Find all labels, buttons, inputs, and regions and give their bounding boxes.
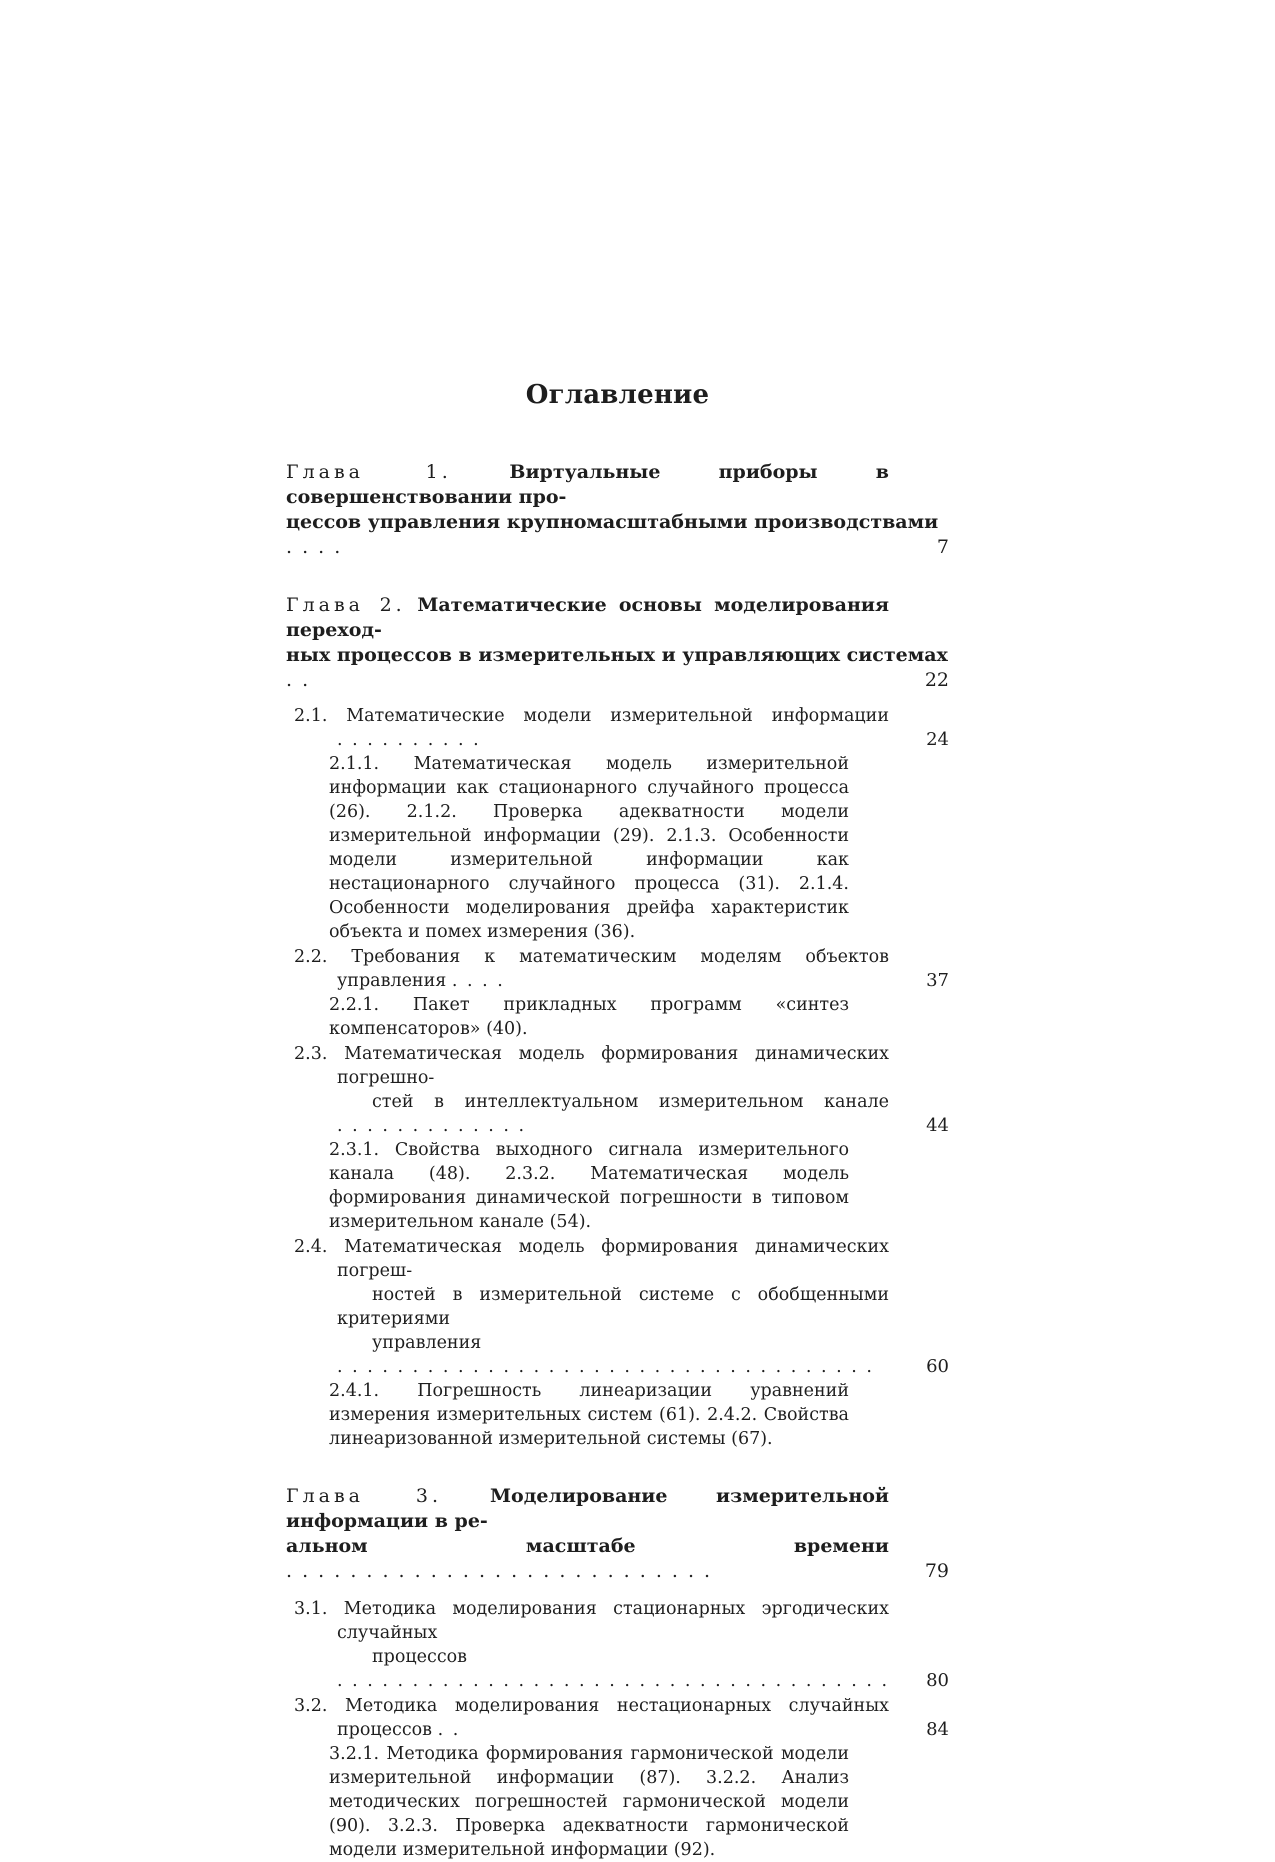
section-number: 2.1. (294, 706, 328, 726)
page-number: 24 (926, 729, 949, 750)
subsection-list: 2.2.1. Пакет прикладных программ «синтез компенсаторов» (40). (329, 995, 849, 1039)
toc-section-3-1[interactable] (286, 1597, 949, 1693)
chapter-title-line-1: Математические основы моделирования переход- (286, 594, 890, 641)
table-of-contents (286, 460, 949, 1862)
page-number: 60 (926, 1356, 949, 1377)
toc-chapter-1[interactable] (286, 460, 949, 560)
page-number: 37 (926, 970, 949, 991)
subsection-list: 2.1.1. Математическая модель измерительной информации как стационарного случайного процесса (26). 2.1.2. Проверка адекватности модели измерительной информации (29). 2.1.3. Особенности модели измерительной информации как нестационарного случайного процесса (31). 2.1.4. Особенности моделирования дрейфа характеристик объекта и помех измерения (36). (329, 754, 849, 942)
page-title: Оглавление (525, 380, 710, 410)
section-title-line-2: процессов (372, 1647, 468, 1667)
section-title-line-1: Математическая модель формирования динамических погрешно- (337, 1044, 889, 1088)
section-title: Методика моделирования нестационарных случайных процессов (337, 1696, 889, 1740)
section-title-line-1: Методика моделирования стационарных эргодических случайных (337, 1599, 889, 1643)
section-number: 3.2. (294, 1696, 328, 1716)
dot-leader: . . . . (286, 536, 343, 558)
section-title-line-3: управления (372, 1333, 482, 1353)
dot-leader: . . . . . . . . . . (337, 730, 481, 750)
chapter-label: Глава 3. (286, 1485, 443, 1507)
section-number: 2.3. (294, 1044, 328, 1064)
subsection-list: 3.2.1. Методика формирования гармонической модели измерительной информации (87). 3.2.2. Анализ методических погрешностей гармонической модели (90). 3.2.3. Проверка адекватности гармонической модели измерительной информации (92). (329, 1744, 849, 1860)
subsection-list: 2.3.1. Свойства выходного сигнала измерительного канала (48). 2.3.2. Математическая модель формирования динамической погрешности в типовом измерительном канале (54). (329, 1140, 849, 1232)
chapter-title-line-2: ных процессов в измерительных и управляющих системах (286, 644, 948, 666)
chapter-title-line-1: Моделирование измерительной информации в ре- (286, 1485, 889, 1532)
section-title-line-2: ностей в измерительной системе с обобщенными критериями (337, 1285, 889, 1329)
chapter-label: Глава 2. (286, 594, 406, 616)
dot-leader: . . (437, 1720, 461, 1740)
chapter-title-line-2: альном масштабе времени (286, 1535, 889, 1557)
page-number: 44 (926, 1115, 949, 1136)
page-number: 22 (924, 669, 949, 691)
section-number: 2.4. (294, 1237, 328, 1257)
chapter-label: Глава 1. (286, 461, 452, 483)
toc-section-2-1[interactable] (286, 704, 949, 752)
toc-section-2-4[interactable] (286, 1235, 949, 1379)
section-title-line-1: Математическая модель формирования динамических погреш- (337, 1237, 889, 1281)
chapter-title-line-1: Виртуальные приборы в совершенствовании про- (286, 461, 889, 508)
dot-leader: . . . . . . . . . . . . . . . . . . . . . . . . . . . . . . . . . . . . (337, 1357, 874, 1377)
section-title: Требования к математическим моделям объектов управления (337, 947, 889, 991)
subsection-list: 2.4.1. Погрешность линеаризации уравнений измерения измерительных систем (61). 2.4.2. Свойства линеаризованной измерительной системы (67). (329, 1381, 849, 1449)
toc-section-3-2[interactable] (286, 1694, 949, 1742)
dot-leader: . . . . (451, 971, 505, 991)
page-number: 80 (926, 1670, 949, 1691)
toc-chapter-3[interactable] (286, 1484, 949, 1584)
dot-leader: . . (286, 669, 311, 691)
dot-leader: . . . . . . . . . . . . . . . . . . . . . . . . . . . . . . . . . . . . . (337, 1671, 890, 1691)
page-number: 7 (936, 536, 949, 558)
section-number: 3.1. (294, 1599, 328, 1619)
dot-leader: . . . . . . . . . . . . . . . . . . . . . . . . . . . (286, 1560, 713, 1582)
toc-section-2-3[interactable] (286, 1042, 949, 1138)
dot-leader: . . . . . . . . . . . . . (337, 1116, 527, 1136)
page-number: 84 (926, 1719, 949, 1740)
section-title-line-2: стей в интеллектуальном измерительном канале (372, 1092, 889, 1112)
section-number: 2.2. (294, 947, 328, 967)
section-title: Математические модели измерительной информации (346, 706, 889, 726)
chapter-title-line-2: цессов управления крупномасштабными производствами (286, 511, 939, 533)
page-number: 79 (924, 1560, 949, 1582)
toc-section-2-2[interactable] (286, 945, 949, 993)
toc-chapter-2[interactable] (286, 593, 949, 693)
